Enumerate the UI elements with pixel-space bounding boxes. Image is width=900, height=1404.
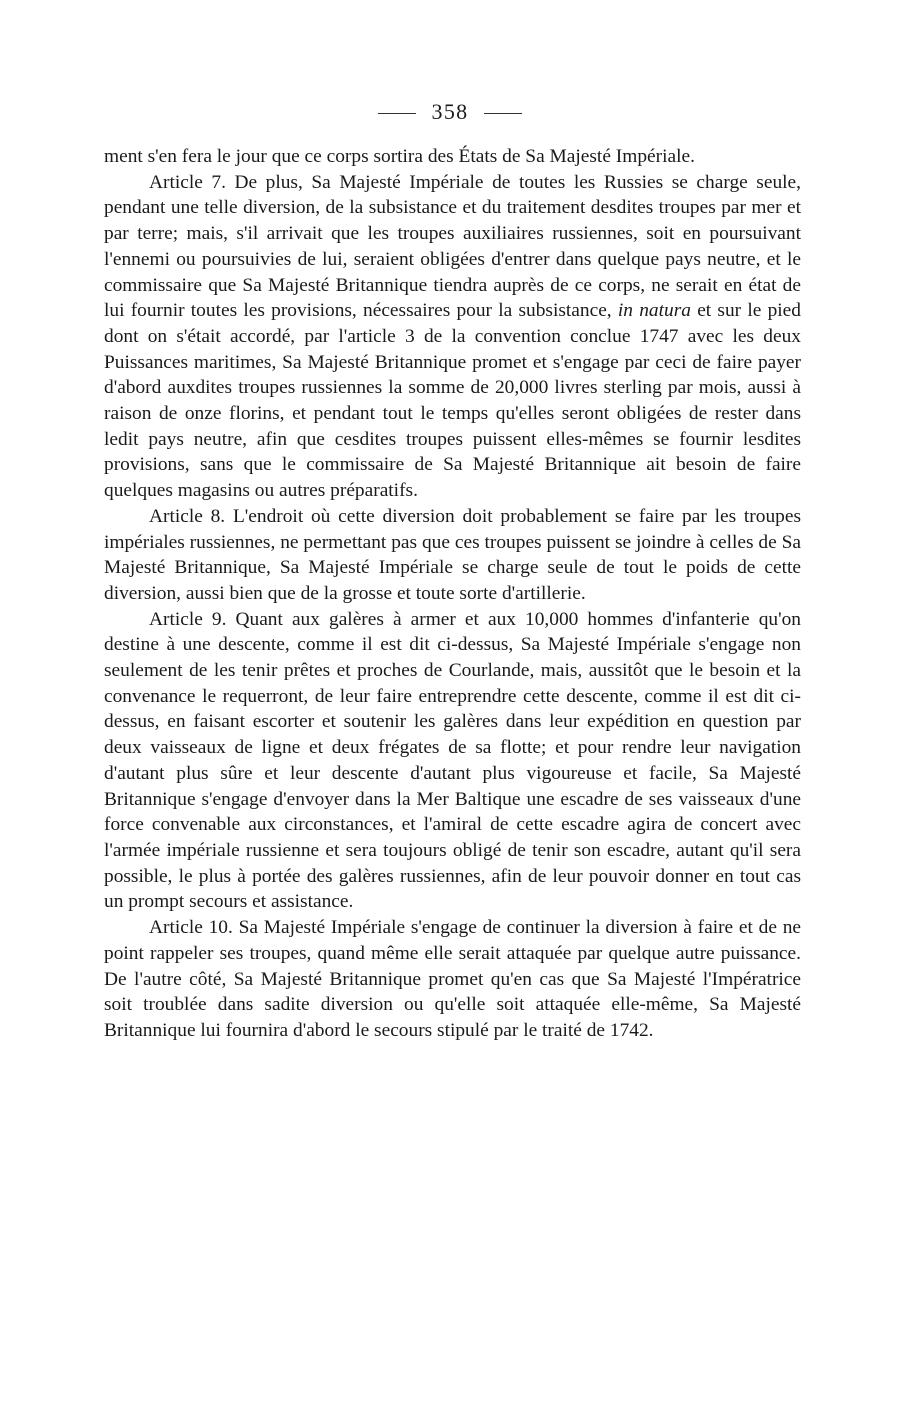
article-7-text-end: et sur le pied dont on s'était accordé, par l'article 3 de la convention conclue 1747 avec les deux Puissances maritimes, Sa Majesté Britannique promet et s'engage par ceci de faire payer d'abord auxdites troupes russiennes la somme de 20,000 livres sterling par mois, aussi à raison de onze florins, et pendant tout le temps qu'elles seront obligées de rester dans ledit pays neutre, afin que cesdites troupes puissent elles-mêmes se fournir lesdites provisions, sans que le commissaire de Sa Majesté Britannique ait besoin de faire quelques magasins ou autres préparatifs. [104, 300, 801, 502]
page-number: 358 [431, 99, 469, 124]
article-7-text-start: Article 7. De plus, Sa Majesté Impériale de toutes les Russies se charge seule, pendant une telle diversion, de la subsistance et du traitement desdites troupes par mer et par terre; mais, s'il arrivait que les troupes auxiliaires russiennes, soit en poursuivant l'ennemi ou poursuivies de lui, seraient obligées d'entrer dans quelque pays neutre, et le commissaire que Sa Majesté Britannique tiendra auprès de ce corps, ne serait en état de lui fournir toutes les provisions, nécessaires pour la subsistance, [104, 171, 801, 322]
paragraph-continuation: ment s'en fera le jour que ce corps sortira des États de Sa Majesté Impériale. [104, 146, 695, 167]
body-text [104, 144, 801, 1044]
page-header [0, 97, 900, 127]
header-rule-left [378, 113, 416, 114]
paragraph-article-9: Article 9. Quant aux galères à armer et aux 10,000 hommes d'infanterie qu'on destine à une descente, comme il est dit ci-dessus, Sa Majesté Impériale s'engage non seulement de les tenir prêtes et proches de Courlande, mais, aussitôt que le besoin et la convenance le requerront, de leur faire entreprendre cette descente, comme il est dit ci-dessus, en faisant escorter et soutenir les galères dans leur expédition en question par deux vaisseaux de ligne et deux frégates de sa flotte; et pour rendre leur navigation d'autant plus sûre et leur descente d'autant plus vigoureuse et facile, Sa Majesté Britannique s'engage d'envoyer dans la Mer Baltique une escadre de ses vaisseaux d'une force convenable aux circonstances, et l'amiral de cette escadre agira de concert avec l'armée impériale russienne et sera toujours obligé de tenir son escadre, autant qu'il sera possible, le plus à portée des galères russiennes, afin de leur pouvoir donner en tout cas un prompt secours et assistance. [104, 608, 801, 913]
paragraph-article-10: Article 10. Sa Majesté Impériale s'engage de continuer la diversion à faire et de ne point rappeler ses troupes, quand même elle serait attaquée par quelque autre puissance. De l'autre côté, Sa Majesté Britannique promet qu'en cas que Sa Majesté l'Impératrice soit troublée dans sadite diversion ou qu'elle soit attaquée elle-même, Sa Majesté Britannique lui fournira d'abord le secours stipulé par le traité de 1742. [104, 917, 801, 1041]
paragraph-article-8: Article 8. L'endroit où cette diversion doit probablement se faire par les troupes impériales russiennes, ne permettant pas que ces troupes puissent se joindre à celles de Sa Majesté Britannique, Sa Majesté Impériale se charge seule de tout le poids de cette diversion, aussi bien que de la grosse et toute sorte d'artillerie. [104, 505, 801, 604]
paragraph-article-7 [104, 170, 801, 504]
header-rule-right [484, 113, 522, 114]
article-7-italic-term: in natura [617, 300, 691, 322]
